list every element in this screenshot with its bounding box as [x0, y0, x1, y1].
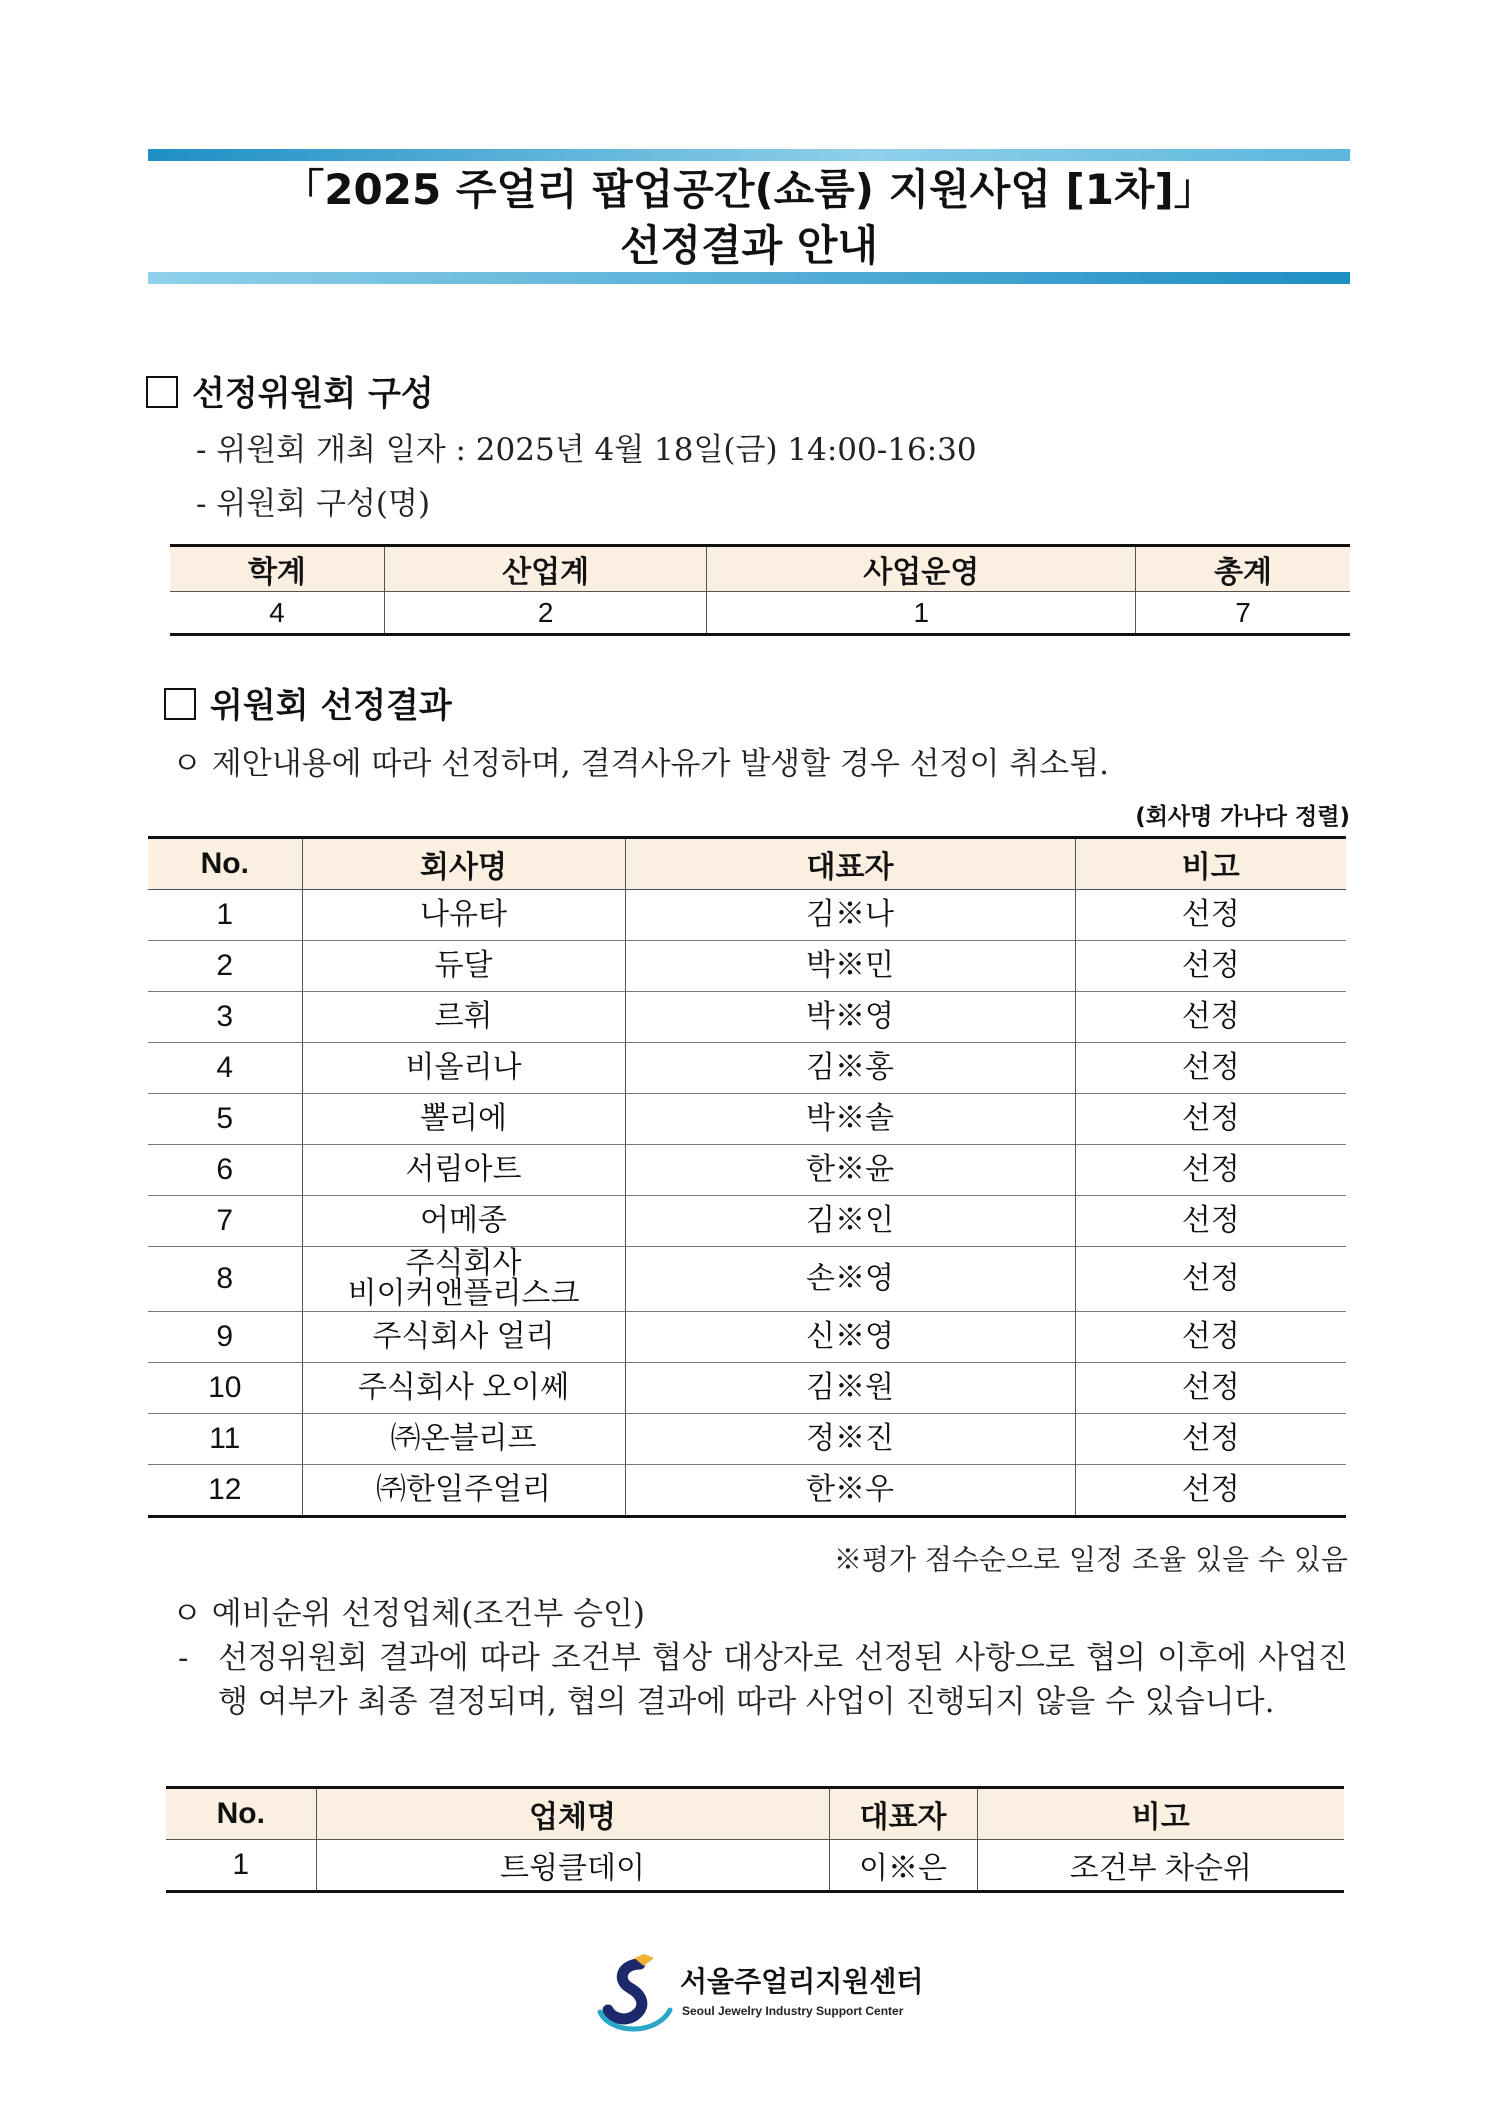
- table-header-row: [170, 546, 1350, 592]
- table-cell: 선정: [1075, 941, 1346, 992]
- column-header: 대표자: [829, 1788, 977, 1840]
- table-cell: 박※민: [625, 941, 1075, 992]
- title-top-bar: [148, 149, 1350, 161]
- table-cell: 주식회사 얼리: [302, 1312, 625, 1363]
- table-row: [148, 890, 1346, 941]
- reserve-paragraph-text: 선정위원회 결과에 따라 조건부 협상 대상자로 선정된 사항으로 협의 이후에 사업진행 여부가 최종 결정되며, 협의 결과에 따라 사업이 진행되지 않을 수 있습니다.: [218, 1640, 1348, 1720]
- column-header: 비고: [1075, 838, 1346, 890]
- table-cell: 선정: [1075, 1145, 1346, 1196]
- title-line-1: 「2025 주얼리 팝업공간(쇼룸) 지원사업 [1차]」: [282, 165, 1216, 214]
- table-row: [148, 1043, 1346, 1094]
- logo-subtitle: Seoul Jewelry Industry Support Center: [682, 2004, 904, 2018]
- column-header: No.: [166, 1788, 316, 1840]
- table-cell: 선정: [1075, 1043, 1346, 1094]
- table-cell: 1: [707, 592, 1136, 635]
- title-bottom-bar: [148, 272, 1350, 284]
- table-cell: ㈜온블리프: [302, 1414, 625, 1465]
- section-results-heading: [164, 678, 452, 727]
- committee-composition-line: - 위원회 구성(명): [196, 486, 431, 522]
- table-cell: 조건부 차순위: [977, 1840, 1344, 1892]
- logo-name: 서울주얼리지원센터: [680, 1965, 924, 1998]
- table-cell: 선정: [1075, 1414, 1346, 1465]
- table-row: [148, 1312, 1346, 1363]
- table-cell: 5: [148, 1094, 302, 1145]
- table-header-row: [166, 1788, 1344, 1840]
- table-row: [170, 592, 1350, 635]
- paragraph-dash: -: [178, 1640, 189, 1676]
- table-row: [148, 992, 1346, 1043]
- table-cell: 손※영: [625, 1247, 1075, 1312]
- column-header: 회사명: [302, 838, 625, 890]
- table-cell: 선정: [1075, 1465, 1346, 1517]
- table-cell: 서림아트: [302, 1145, 625, 1196]
- column-header: 업체명: [316, 1788, 829, 1840]
- table-cell: 11: [148, 1414, 302, 1465]
- table-cell: 비올리나: [302, 1043, 625, 1094]
- table-cell: 르휘: [302, 992, 625, 1043]
- table-row: [148, 1196, 1346, 1247]
- table-row: [148, 1094, 1346, 1145]
- checkbox-square-icon: [164, 688, 196, 720]
- table-cell: 박※영: [625, 992, 1075, 1043]
- table-cell: 선정: [1075, 1363, 1346, 1414]
- column-header: 사업운영: [707, 546, 1136, 592]
- section-committee-heading: [146, 366, 434, 415]
- reserve-heading: ㅇ 예비순위 선정업체(조건부 승인): [172, 1596, 645, 1632]
- committee-composition-table: [170, 544, 1350, 636]
- table-row: [148, 1363, 1346, 1414]
- organization-logo: [594, 1950, 924, 2040]
- table-cell: 4: [269, 596, 285, 628]
- table-cell: 선정: [1075, 1094, 1346, 1145]
- table-cell: 신※영: [625, 1312, 1075, 1363]
- table-row: [148, 1247, 1346, 1312]
- table-cell: 8: [148, 1247, 302, 1312]
- column-header: 산업계: [384, 546, 707, 592]
- section-heading-text: 선정위원회 구성: [192, 374, 434, 414]
- sort-note: (회사명 가나다 정렬): [1135, 804, 1350, 830]
- table-cell: 한※윤: [625, 1145, 1075, 1196]
- table-cell: 뽈리에: [302, 1094, 625, 1145]
- table-cell: 김※나: [625, 890, 1075, 941]
- table-cell: 선정: [1075, 1196, 1346, 1247]
- table-cell: 정※진: [625, 1414, 1075, 1465]
- table-row: [148, 1145, 1346, 1196]
- table-cell: 박※솔: [625, 1094, 1075, 1145]
- table-cell: ㈜한일주얼리: [302, 1465, 625, 1517]
- table-cell: 10: [148, 1363, 302, 1414]
- table-cell: 2: [384, 592, 707, 635]
- table-cell: 1: [232, 1848, 250, 1881]
- jewelry-s-logo-icon: [594, 1950, 678, 2036]
- reserve-table: [166, 1786, 1344, 1893]
- table-cell: 7: [1136, 592, 1350, 635]
- table-cell: 4: [148, 1043, 302, 1094]
- section-heading-text: 위원회 선정결과: [210, 686, 452, 726]
- table-row: [148, 1465, 1346, 1517]
- table-cell: 주식회사 오이쎄: [302, 1363, 625, 1414]
- table-cell: 12: [148, 1465, 302, 1517]
- table-cell: 9: [148, 1312, 302, 1363]
- table-cell: 주식회사 비이커앤플리스크: [302, 1247, 625, 1312]
- table-cell: 김※원: [625, 1363, 1075, 1414]
- results-table-body: [148, 890, 1346, 1517]
- evaluation-footnote: ※평가 점수순으로 일정 조율 있을 수 있음: [833, 1543, 1348, 1576]
- table-cell: 2: [148, 941, 302, 992]
- document-title: [148, 162, 1350, 274]
- column-header: 총계: [1136, 546, 1350, 592]
- table-row: [148, 941, 1346, 992]
- table-row: [148, 1414, 1346, 1465]
- table-cell: 김※홍: [625, 1043, 1075, 1094]
- table-cell: 나유타: [302, 890, 625, 941]
- table-cell: 선정: [1075, 1247, 1346, 1312]
- table-cell: 선정: [1075, 890, 1346, 941]
- table-cell: 1: [148, 890, 302, 941]
- table-row: [166, 1840, 1344, 1892]
- column-header: 대표자: [625, 838, 1075, 890]
- table-cell: 3: [148, 992, 302, 1043]
- column-header: No.: [148, 838, 302, 890]
- title-line-2: 선정결과 안내: [619, 221, 879, 270]
- committee-date-line: - 위원회 개최 일자 : 2025년 4월 18일(금) 14:00-16:30: [196, 432, 977, 468]
- table-cell: 선정: [1075, 992, 1346, 1043]
- table-cell: 7: [148, 1196, 302, 1247]
- table-cell: 듀달: [302, 941, 625, 992]
- table-cell: 이※은: [829, 1840, 977, 1892]
- column-header: 학계: [170, 546, 384, 592]
- table-cell: 한※우: [625, 1465, 1075, 1517]
- selection-notice: ㅇ 제안내용에 따라 선정하며, 결격사유가 발생할 경우 선정이 취소됨.: [172, 746, 1110, 782]
- table-cell: 선정: [1075, 1312, 1346, 1363]
- selection-results-table: [148, 836, 1346, 1518]
- table-cell: 6: [148, 1145, 302, 1196]
- table-cell: 어메종: [302, 1196, 625, 1247]
- column-header: 비고: [977, 1788, 1344, 1840]
- reserve-paragraph: [178, 1636, 1348, 1724]
- table-cell: 김※인: [625, 1196, 1075, 1247]
- checkbox-square-icon: [146, 376, 178, 408]
- table-cell: 트윙클데이: [316, 1840, 829, 1892]
- table-header-row: [148, 838, 1346, 890]
